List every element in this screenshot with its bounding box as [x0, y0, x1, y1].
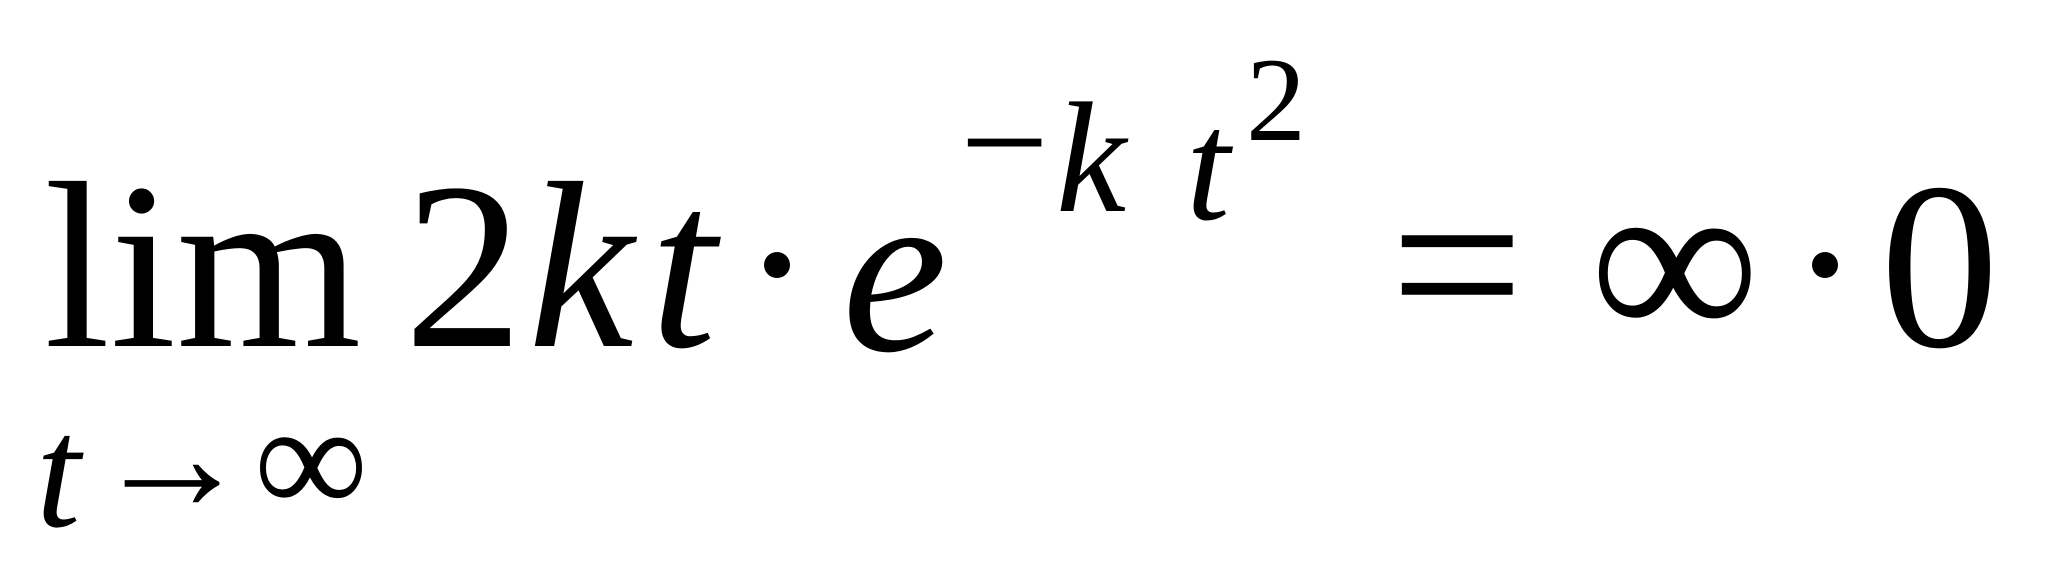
exponent-power: 2 — [1246, 33, 1306, 166]
exponent-minus: − — [960, 55, 1050, 230]
multiplication-dot — [764, 252, 790, 278]
lim-subscript-variable: t — [36, 383, 81, 561]
exponent-t: t — [1186, 79, 1230, 254]
base-e: e — [842, 139, 948, 402]
variable-k: k — [528, 135, 634, 398]
lim-subscript-infinity: ∞ — [254, 371, 369, 549]
zero-digit: 0 — [1880, 135, 1999, 398]
lim-subscript-arrow: → — [92, 367, 252, 545]
equals-sign: = — [1390, 133, 1525, 396]
coefficient-two: 2 — [404, 135, 523, 398]
multiplication-dot-rhs — [1812, 252, 1838, 278]
infinity-symbol: ∞ — [1590, 131, 1760, 394]
lim-label: lim — [44, 135, 362, 398]
variable-t: t — [650, 135, 717, 398]
exponent-k: k — [1056, 71, 1127, 246]
